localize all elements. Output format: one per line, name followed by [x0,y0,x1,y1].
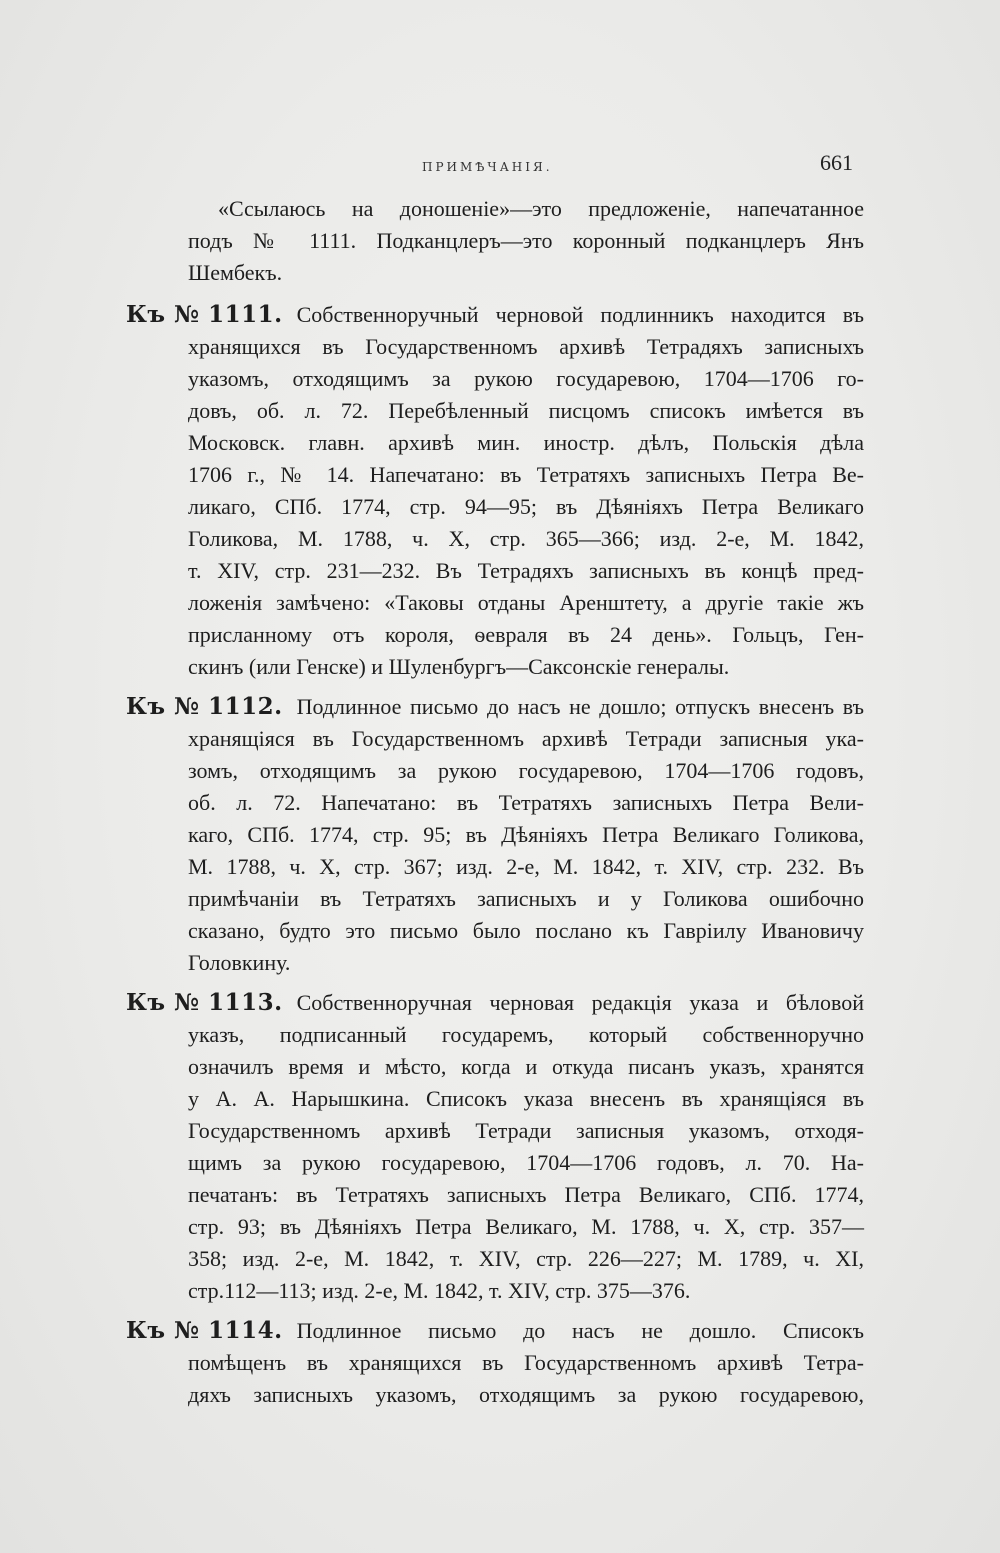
entry-1114-first-line [126,1315,864,1347]
entry-text: Собственноручная черновая редакція указа и бѣловой [296,990,864,1015]
entry-1113-first-line [126,987,864,1019]
entry-line: об. л. 72. Напечатано: въ Тетратяхъ записныхъ Петра Вели- [188,790,864,815]
entry-line: зомъ, отходящимъ за рукою государевою, 1704—1706 годовъ, [188,758,864,783]
entry-line: каго, СПб. 1774, стр. 95; въ Дѣяніяхъ Петра Великаго Голикова, [188,822,864,847]
entry-label: Къ № 1112. [126,693,283,720]
running-title: ПРИМѢЧАНІЯ. [422,160,553,174]
entry-line: скинъ (или Генске) и Шуленбургъ—Саксонскіе генералы. [188,654,730,679]
entry-line: у А. А. Нарышкина. Списокъ указа внесенъ въ хранящіяся въ [188,1086,864,1111]
entry-label: Къ № 1111. [126,301,283,328]
entry-line: дяхъ записныхъ указомъ, отходящимъ за рукою государевою, [188,1382,864,1407]
entry-text: Подлинное письмо до насъ не дошло. Списокъ [296,1318,864,1343]
entry-line: стр. 93; въ Дѣяніяхъ Петра Великаго, М. 1788, ч. X, стр. 357— [188,1214,864,1239]
entry-line: указъ, подписанный государемъ, который собственноручно [188,1022,864,1047]
entry-line: Головкину. [188,950,291,975]
entry-line: помѣщенъ въ хранящихся въ Государственномъ архивѣ Тетра- [188,1350,864,1375]
entry-line: хранящихся въ Государственномъ архивѣ Тетрадяхъ записныхъ [188,334,864,359]
entry-text: Подлинное письмо до насъ не дошло; отпускъ внесенъ въ [296,694,864,719]
entry-1112-first-line [126,691,864,723]
entry-line: щимъ за рукою государевою, 1704—1706 годовъ, л. 70. На- [188,1150,864,1175]
entry-label: Къ № 1114. [126,1317,283,1344]
entry-line: М. 1788, ч. X, стр. 367; изд. 2-е, М. 1842, т. XIV, стр. 232. Въ [188,854,864,879]
intro-line: Шембекъ. [188,260,283,285]
entry-line: указомъ, отходящимъ за рукою государевою, 1704—1706 го- [188,366,864,391]
entry-line: печатанъ: въ Тетратяхъ записныхъ Петра Великаго, СПб. 1774, [188,1182,864,1207]
entry-line: ликаго, СПб. 1774, стр. 94—95; въ Дѣяніяхъ Петра Великаго [188,494,864,519]
entry-line: присланному отъ короля, ѳевраля въ 24 день». Гольцъ, Ген- [188,622,864,647]
entry-line: сказано, будто это письмо было послано къ Гавріилу Ивановичу [188,918,864,943]
entry-line: 1706 г., № 14. Напечатано: въ Тетратяхъ записныхъ Петра Ве- [188,462,864,487]
entry-line: 358; изд. 2-е, М. 1842, т. XIV, стр. 226—227; М. 1789, ч. XI, [188,1246,864,1271]
entry-line: довъ, об. л. 72. Перебѣленный писцомъ списокъ имѣется въ [188,398,864,423]
intro-line: «Ссылаюсь на доношеніе»—это предложеніе, напечатанное [218,196,864,221]
entry-line: ложенія замѣчено: «Таковы отданы Аренштету, а другіе такіе жъ [188,590,864,615]
entry-1111-first-line [126,299,864,331]
entry-line: Московск. главн. архивѣ мин. иностр. дѣлъ, Польскія дѣла [188,430,864,455]
page-number: 661 [820,150,853,175]
entry-line: хранящіяся въ Государственномъ архивѣ Тетради записныя ука- [188,726,864,751]
entry-label: Къ № 1113. [126,989,283,1016]
entry-line: стр.112—113; изд. 2-е, М. 1842, т. XIV, стр. 375—376. [188,1278,691,1303]
entry-line: Голикова, М. 1788, ч. X, стр. 365—366; изд. 2-е, М. 1842, [188,526,864,551]
entry-line: т. XIV, стр. 231—232. Въ Тетрадяхъ записныхъ въ концѣ пред- [188,558,864,583]
entry-line: Государственномъ архивѣ Тетради записныя указомъ, отходя- [188,1118,864,1143]
intro-line: подъ № 1111. Подканцлеръ—это коронный подканцлеръ Янъ [188,228,864,253]
entry-line: примѣчаніи въ Тетратяхъ записныхъ и у Голикова ошибочно [188,886,864,911]
entry-text: Собственноручный черновой подлинникъ находится въ [296,302,864,327]
entry-line: означилъ время и мѣсто, когда и откуда писанъ указъ, хранятся [188,1054,864,1079]
